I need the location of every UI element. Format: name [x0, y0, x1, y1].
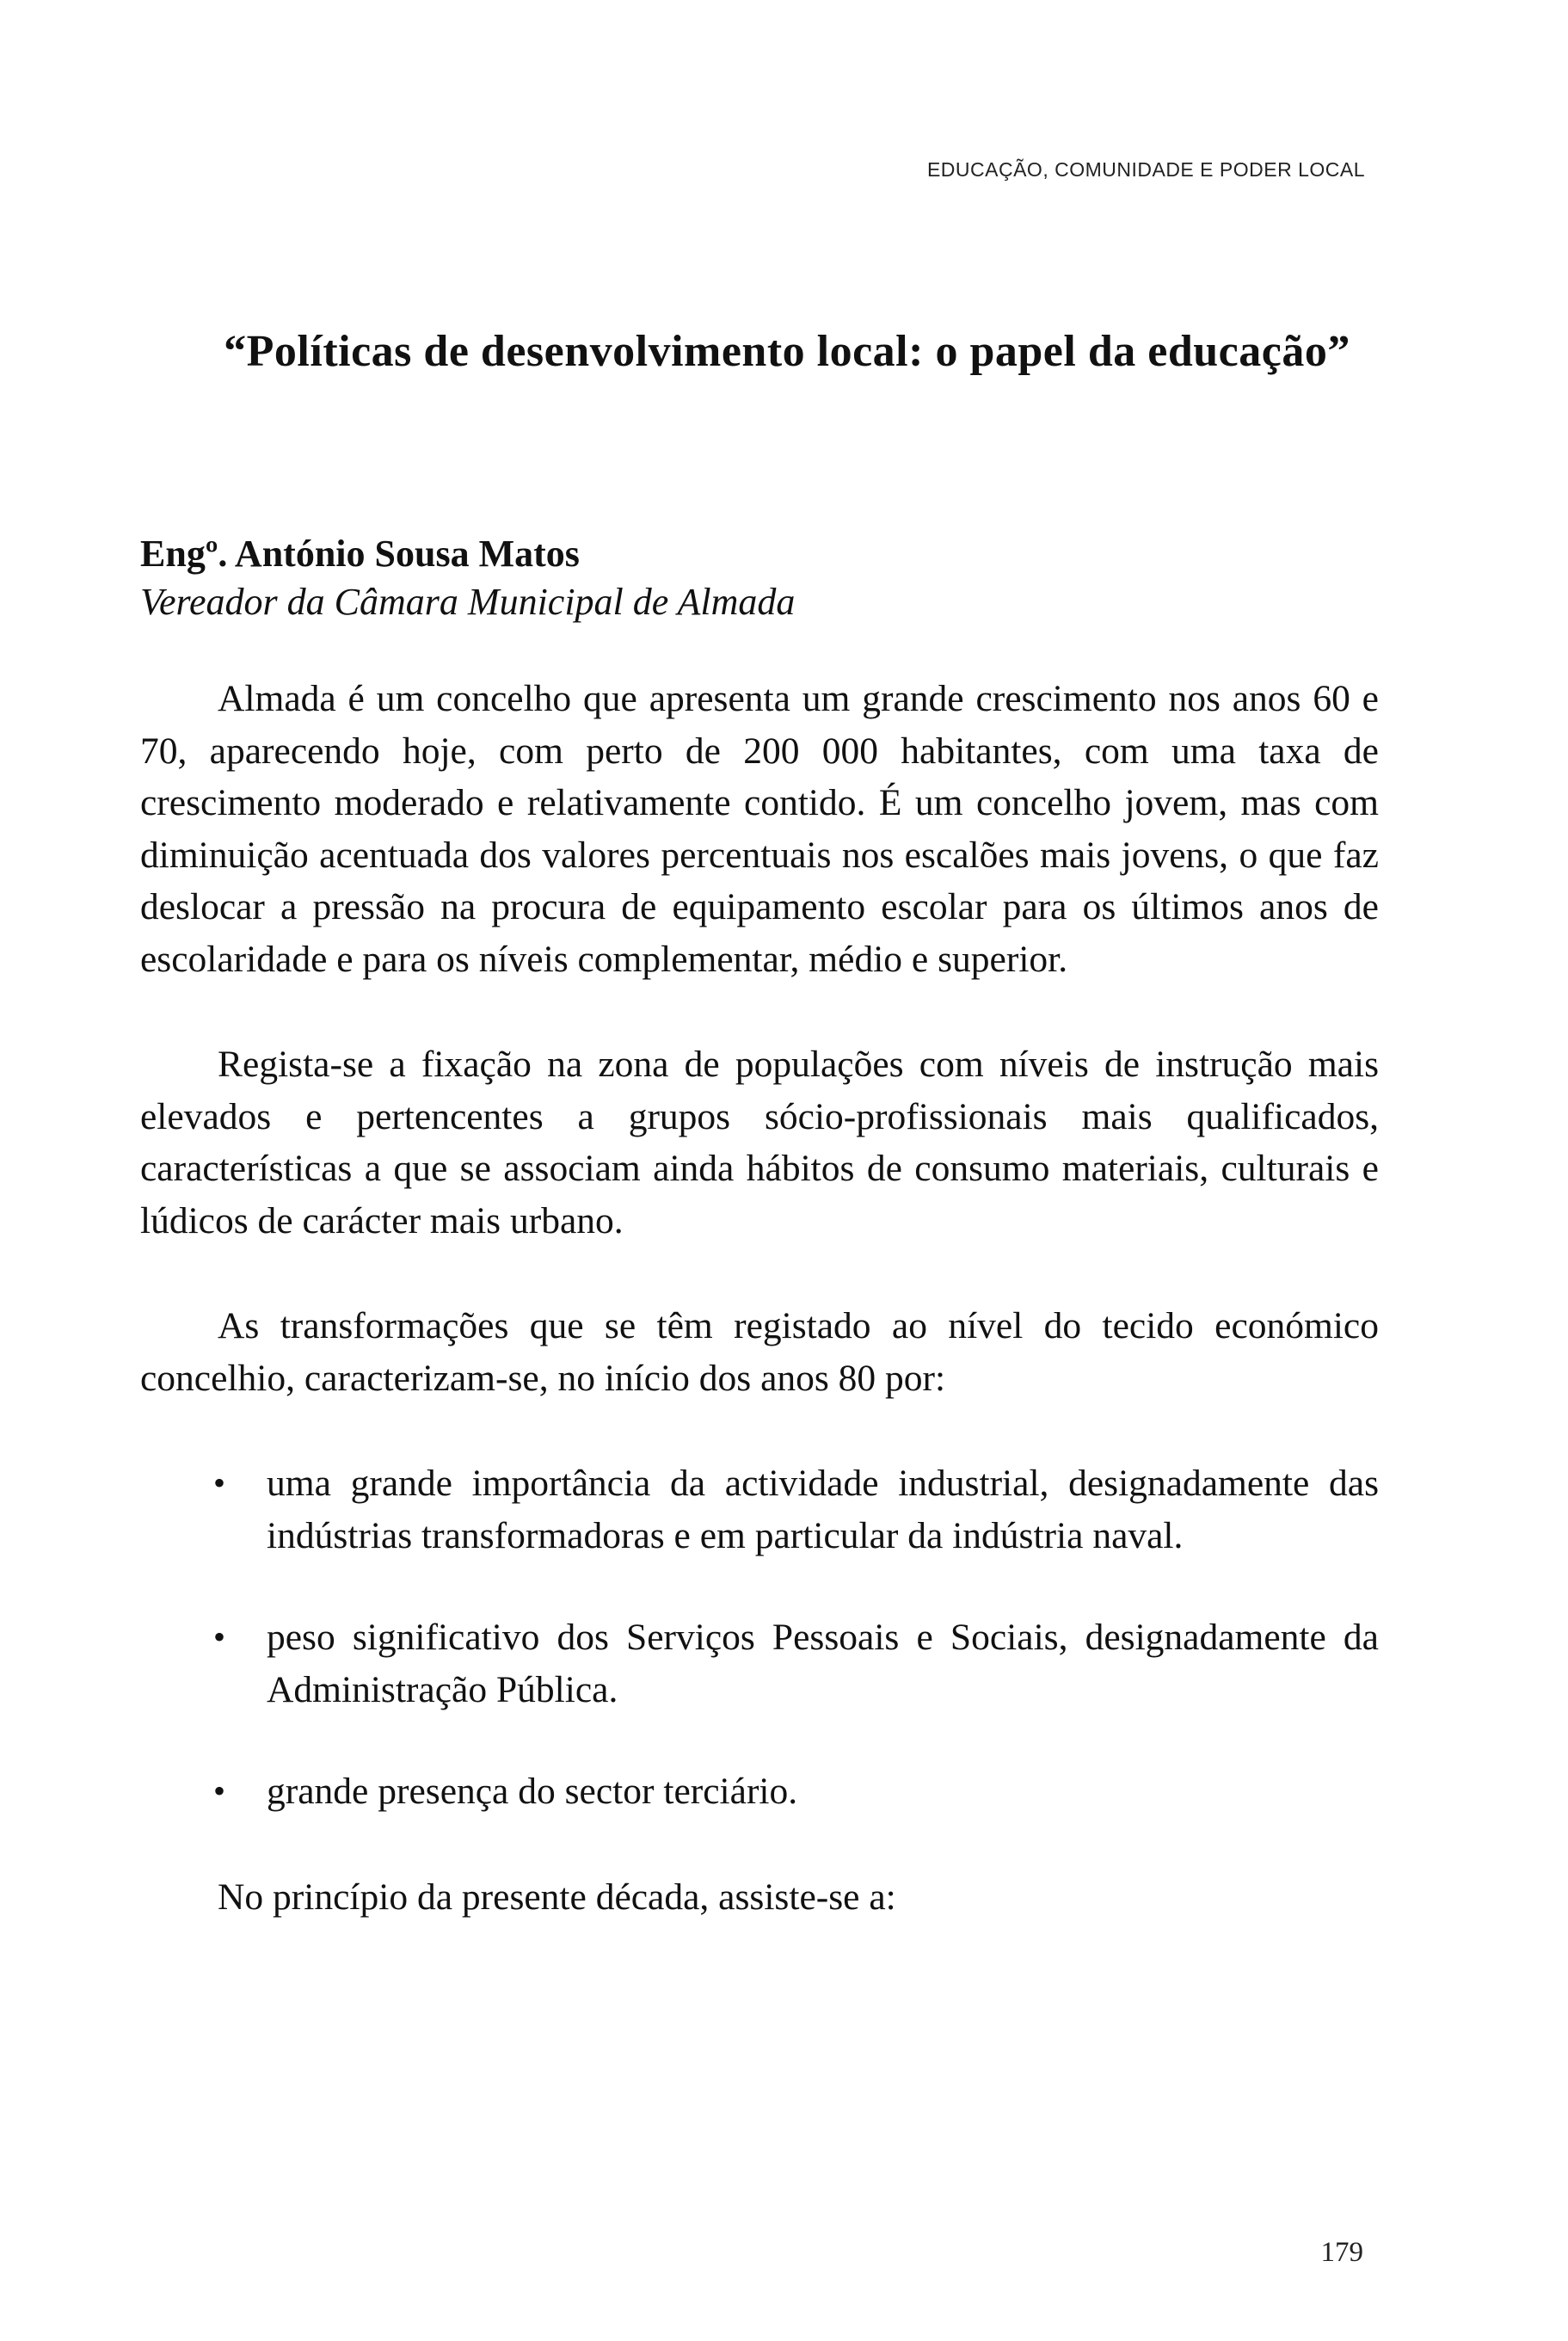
bullet-list — [140, 1457, 1379, 1818]
author-affiliation: Vereador da Câmara Municipal de Almada — [140, 581, 796, 623]
paragraph-3: As transformações que se têm registado ao nível do tecido económico concelhio, caracterizam-se, no início dos anos 80 por: — [140, 1305, 1379, 1399]
closing-paragraph: No princípio da presente década, assiste-se a: — [218, 1876, 896, 1918]
bullet-icon: • — [213, 1617, 226, 1656]
author-name: Engº. António Sousa Matos — [140, 533, 580, 575]
article-title: “Políticas de desenvolvimento local: o papel da educação” — [224, 327, 1350, 376]
list-item-text: uma grande importância da actividade industrial, designadamente das indústrias transformadoras e em particular da indústria naval. — [267, 1463, 1379, 1556]
list-item-text: grande presença do sector terciário. — [267, 1771, 798, 1812]
bullet-icon: • — [213, 1771, 226, 1810]
paragraph-1: Almada é um concelho que apresenta um grande crescimento nos anos 60 e 70, aparecendo hoje, com perto de 200 000 habitantes, com uma taxa de crescimento moderado e relativamente contido. É um concelho jovem, mas com diminuição acentuada dos valores percentuais nos escalões mais jovens, o que faz deslocar a pressão na procura de equipamento escolar para os últimos anos de escolaridade e para os níveis complementar, médio e superior. — [140, 678, 1379, 980]
running-header: EDUCAÇÃO, COMUNIDADE E PODER LOCAL — [926, 158, 1365, 181]
page-number: 179 — [1320, 2237, 1363, 2268]
paragraph-2: Regista-se a fixação na zona de populações com níveis de instrução mais elevados e pertencentes a grupos sócio-profissionais mais qualificados, características a que se associam ainda hábitos de consumo materiais, culturais e lúdicos de carácter mais urbano. — [140, 1044, 1379, 1241]
list-item — [140, 1457, 1379, 1562]
list-item-text: peso significativo dos Serviços Pessoais e Sociais, designadamente da Administração Pública. — [267, 1617, 1379, 1710]
article-body — [140, 673, 1379, 1976]
list-item — [140, 1765, 1379, 1818]
list-item — [140, 1611, 1379, 1716]
bullet-icon: • — [213, 1463, 226, 1502]
